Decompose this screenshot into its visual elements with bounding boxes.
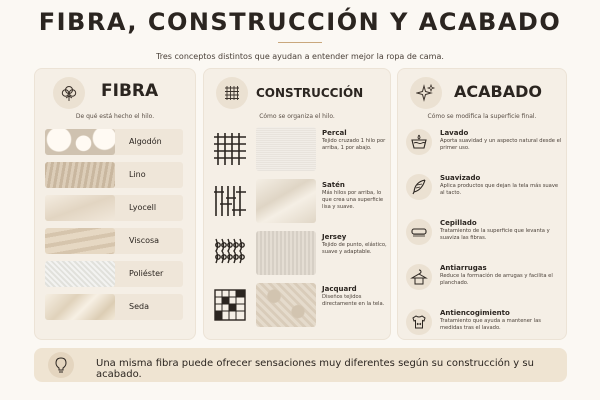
knit-loop-icon bbox=[212, 235, 248, 271]
construction-desc: Tejido cruzado 1 hilo por arriba, 1 por abajo. bbox=[322, 138, 386, 151]
finish-name: Antiencogimiento bbox=[440, 309, 510, 317]
fiber-swatch bbox=[45, 129, 115, 155]
finish-item-suavizado bbox=[406, 172, 562, 212]
jacquard-weave-icon bbox=[212, 287, 248, 323]
fiber-swatch bbox=[45, 228, 115, 254]
title-divider bbox=[278, 42, 322, 43]
construction-name: Jacquard bbox=[322, 285, 357, 293]
fiber-swatch bbox=[45, 294, 115, 320]
finish-item-lavado bbox=[406, 127, 562, 167]
finish-desc: Tratamiento que ayuda a mantener las medidas tras el lavado. bbox=[440, 318, 541, 331]
construction-item-saten bbox=[212, 179, 384, 223]
feather-icon bbox=[406, 174, 432, 200]
fiber-item-lyocell bbox=[45, 195, 183, 221]
finish-desc: Reduce la formación de arrugas y facilita el planchado. bbox=[440, 273, 553, 286]
fiber-item-poliester bbox=[45, 261, 183, 287]
construccion-subtitle: Cómo se organiza el hilo. bbox=[259, 113, 335, 120]
finish-name: Cepillado bbox=[440, 219, 477, 227]
shirt-hanger-icon bbox=[406, 264, 432, 290]
brush-icon bbox=[406, 219, 432, 245]
fiber-label: Seda bbox=[129, 302, 149, 311]
finish-desc: Aporta suavidad y un aspecto natural desde el primer uso. bbox=[440, 138, 562, 151]
fibra-subtitle: De qué está hecho el hilo. bbox=[75, 113, 155, 120]
page-title: FIBRA, CONSTRUCCIÓN Y ACABADO bbox=[38, 8, 562, 36]
construction-desc: Tejido de punto, elástico, suave y adaptable. bbox=[322, 242, 387, 255]
fiber-label: Algodón bbox=[129, 137, 162, 146]
finish-name: Lavado bbox=[440, 129, 469, 137]
cotton-flower-icon bbox=[53, 77, 85, 109]
construction-swatch bbox=[256, 179, 316, 223]
fiber-item-algodon bbox=[45, 129, 183, 155]
lightbulb-icon bbox=[48, 352, 74, 378]
construction-swatch bbox=[256, 127, 316, 171]
fiber-swatch bbox=[45, 261, 115, 287]
finish-name: Antiarrugas bbox=[440, 264, 487, 272]
construction-desc: Diseños tejidos directamente en la tela. bbox=[322, 294, 385, 307]
finish-desc: Tratamiento de la superficie que levanta y suaviza las fibras. bbox=[440, 228, 550, 241]
fibra-panel bbox=[34, 68, 196, 340]
construction-name: Jersey bbox=[322, 233, 347, 241]
fiber-swatch bbox=[45, 162, 115, 188]
construction-swatch bbox=[256, 231, 316, 275]
fiber-item-lino bbox=[45, 162, 183, 188]
footer-banner bbox=[34, 348, 567, 382]
construction-item-percal bbox=[212, 127, 384, 171]
acabado-panel bbox=[397, 68, 567, 340]
finish-item-antiarrugas bbox=[406, 262, 562, 302]
footer-text: Una misma fibra puede ofrecer sensaciones muy diferentes según su construcción y su acabado. bbox=[96, 358, 534, 380]
construction-desc: Más hilos por arriba, lo que crea una superficie lisa y suave. bbox=[322, 190, 384, 210]
shirt-arrows-icon bbox=[406, 309, 432, 335]
satin-weave-icon bbox=[212, 183, 248, 219]
fiber-label: Lyocell bbox=[129, 203, 157, 212]
fiber-label: Lino bbox=[129, 170, 146, 179]
weave-grid-icon bbox=[216, 77, 248, 109]
construction-item-jacquard bbox=[212, 283, 384, 327]
sparkle-icon bbox=[410, 77, 442, 109]
finish-item-antiencogimiento bbox=[406, 307, 562, 347]
construction-name: Satén bbox=[322, 181, 345, 189]
finish-desc: Aplica productos que dejan la tela más suave al tacto. bbox=[440, 183, 559, 196]
fiber-item-seda bbox=[45, 294, 183, 320]
fiber-label: Poliéster bbox=[129, 269, 164, 278]
finish-name: Suavizado bbox=[440, 174, 481, 182]
construction-name: Percal bbox=[322, 129, 347, 137]
construction-item-jersey bbox=[212, 231, 387, 275]
finish-item-cepillado bbox=[406, 217, 562, 257]
acabado-title: ACABADO bbox=[454, 82, 542, 101]
acabado-subtitle: Cómo se modifica la superficie final. bbox=[427, 113, 537, 120]
fiber-swatch bbox=[45, 195, 115, 221]
fiber-item-viscosa bbox=[45, 228, 183, 254]
construccion-panel bbox=[203, 68, 391, 340]
plain-weave-icon bbox=[212, 131, 248, 167]
construction-swatch bbox=[256, 283, 316, 327]
fiber-label: Viscosa bbox=[129, 236, 160, 245]
construccion-title: CONSTRUCCIÓN bbox=[256, 86, 364, 100]
page-subtitle: Tres conceptos distintos que ayudan a entender mejor la ropa de cama. bbox=[156, 52, 444, 61]
fibra-title: FIBRA bbox=[101, 81, 159, 101]
washing-basin-icon bbox=[406, 129, 432, 155]
